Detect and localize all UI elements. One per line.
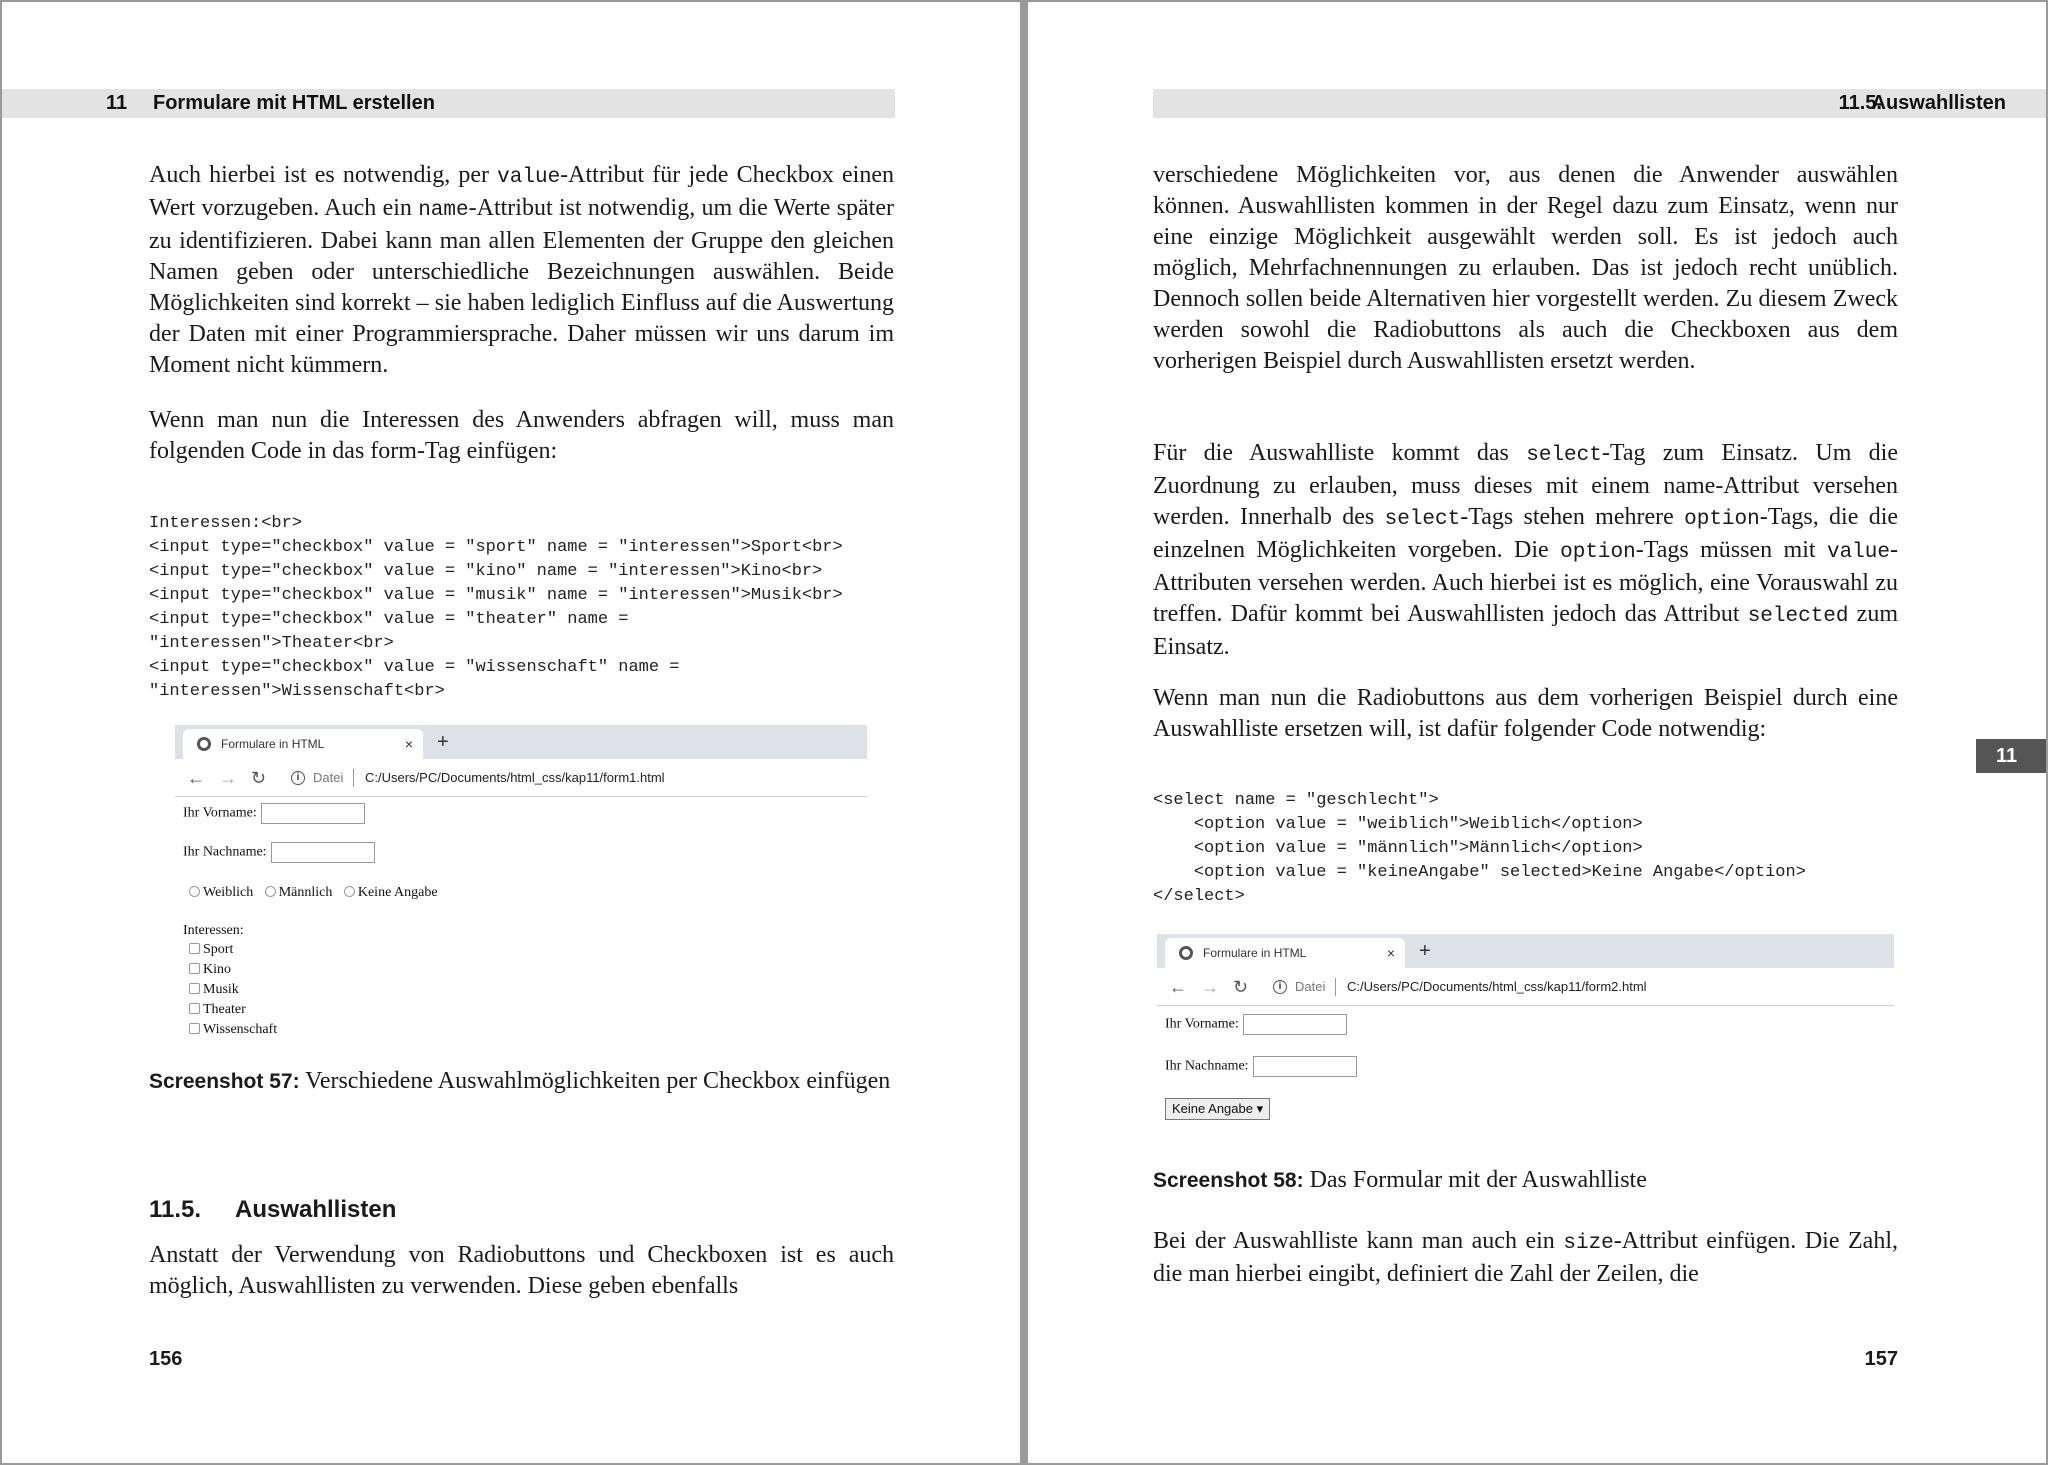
caption-text: Verschiedene Auswahlmöglichkeiten per Checkbox einfügen (305, 1068, 891, 1094)
close-icon[interactable]: × (404, 736, 413, 752)
vorname-label: Ihr Vorname: (183, 805, 257, 821)
inline-code: select (1384, 508, 1461, 531)
browser-screenshot (175, 725, 867, 1041)
gender-select[interactable]: Keine Angabe ▾ (1165, 1098, 1270, 1120)
tab-title: Formulare in HTML (1203, 946, 1307, 960)
gender-radio-group (189, 885, 446, 901)
inline-code: option (1560, 541, 1636, 564)
new-tab-button[interactable]: + (1419, 940, 1431, 962)
text-run: -Attribut ist notwendig, um die Werte später zu identifizieren. Dabei kann man allen Elementen der Gruppe den gleichen Namen geben oder unterschiedliche Bezeichnungen auswählen. Beide Möglichkeiten sind korrekt – sie haben lediglich Einfluss auf die Auswertung der Daten mit einer Programmiersprache. Daher müssen wir uns darum im Moment nicht kümmern. (149, 195, 894, 378)
nachname-input[interactable] (271, 842, 375, 863)
header-section-number: 11.5. (1838, 92, 1882, 114)
divider (353, 769, 354, 787)
caption-text: Das Formular mit der Auswahlliste (1309, 1167, 1647, 1193)
browser-toolbar (175, 759, 867, 797)
paragraph-2: Wenn man nun die Interessen des Anwenders abfragen will, muss man folgenden Code in das form-Tag einfügen: (149, 407, 894, 464)
text-run: -Tag zum Einsatz. Um die Zuordnung zu erlauben, muss dieses mit einem name-Attribut versehen werden. Innerhalb des (1153, 440, 1898, 530)
checkbox-kino[interactable] (189, 962, 231, 978)
header-section-title: Auswahllisten (1871, 92, 2006, 114)
inline-code: select (1526, 444, 1602, 467)
new-tab-button[interactable]: + (437, 731, 449, 753)
close-icon[interactable]: × (1386, 945, 1395, 961)
forward-arrow-icon[interactable]: → (219, 768, 237, 788)
inline-code: selected (1747, 605, 1849, 628)
paragraph-2 (1153, 438, 1898, 663)
right-page (1028, 2, 2046, 1463)
checkbox-box[interactable] (189, 963, 200, 974)
radio-weiblich[interactable] (189, 886, 200, 897)
vorname-input[interactable] (261, 803, 365, 824)
figure-caption (149, 1066, 894, 1097)
text-run: -Tags, die die einzelnen Möglichkeiten vorgeben. Die (1153, 504, 1899, 563)
header-chapter-number: 11 (106, 92, 128, 114)
nachname-row (1165, 1056, 1357, 1077)
paragraph-3: Anstatt der Verwendung von Radiobuttons und Checkboxen ist es auch möglich, Auswahllisten zu verwenden. Diese geben ebenfalls (149, 1242, 894, 1299)
checkbox-box[interactable] (189, 1023, 200, 1034)
inline-code: value (1826, 541, 1890, 564)
left-page (2, 2, 1020, 1463)
text-run: Für die Auswahlliste kommt das (1153, 440, 1527, 466)
nachname-label: Ihr Nachname: (1165, 1058, 1249, 1074)
chapter-thumb-tab: 11 (1976, 739, 2046, 773)
paragraph-1 (149, 160, 894, 381)
text-run: -Tags müssen mit (1635, 537, 1827, 563)
page-content (1157, 1006, 1894, 1136)
reload-icon[interactable]: ↻ (1233, 977, 1249, 997)
checkbox-label: Sport (203, 942, 234, 957)
address-bar[interactable]: C:/Users/PC/Documents/html_css/kap11/form2.html (1347, 979, 1647, 994)
radio-maennlich[interactable] (265, 886, 276, 897)
checkbox-box[interactable] (189, 983, 200, 994)
browser-toolbar (1157, 968, 1894, 1006)
checkbox-sport[interactable] (189, 942, 233, 958)
text-run: Bei der Auswahlliste kann man auch ein (1153, 1228, 1564, 1254)
info-icon[interactable]: i (291, 771, 305, 785)
checkbox-label: Wissenschaft (203, 1022, 278, 1037)
nachname-label: Ihr Nachname: (183, 844, 267, 860)
text-run: -Attributen versehen werden. Auch hierbei ist es möglich, eine Vorauswahl zu treffen. Dafür kommt bei Auswahllisten jedoch das Attribut (1153, 537, 1898, 627)
vorname-row (1165, 1014, 1347, 1035)
browser-tab[interactable] (1165, 938, 1405, 968)
scheme-label: Datei (313, 770, 344, 785)
nachname-row (183, 842, 375, 863)
paragraph-1: verschiedene Möglichkeiten vor, aus denen die Anwender auswählen können. Auswahllisten kommen in der Regel dazu zum Einsatz, wenn nur eine einzige Möglichkeit ausgewählt werden soll. Es ist jedoch auch möglich, Mehrfachnennungen zu erlauben. Das ist jedoch recht unüblich. Dennoch sollen beide Alternativen hier vorgestellt werden. Zu diesem Zweck werden sowohl die Radiobuttons als auch die Checkboxen aus dem vorherigen Beispiel durch Auswahllisten ersetzt werden. (1153, 162, 1898, 374)
paragraph-4 (1153, 1226, 1898, 1290)
tab-title: Formulare in HTML (221, 737, 325, 751)
running-header (1153, 89, 2046, 118)
nachname-input[interactable] (1253, 1056, 1357, 1077)
vorname-label: Ihr Vorname: (1165, 1016, 1239, 1032)
checkbox-theater[interactable] (189, 1002, 246, 1018)
header-chapter-title: Formulare mit HTML erstellen (153, 92, 435, 114)
text-run: Auch hierbei ist es notwendig, per (149, 162, 498, 188)
page-number: 156 (149, 1348, 183, 1370)
inline-code: size (1563, 1232, 1614, 1255)
section-title: Auswahllisten (235, 1196, 397, 1223)
radio-label: Weiblich (203, 885, 254, 900)
checkbox-label: Kino (203, 962, 231, 977)
text-run: -Tags stehen mehrere (1460, 504, 1685, 530)
info-icon[interactable]: i (1273, 980, 1287, 994)
section-number: 11.5. (149, 1196, 202, 1223)
radio-label: Keine Angabe (357, 885, 438, 900)
checkbox-label: Theater (203, 1002, 246, 1017)
inline-code: value (497, 166, 561, 189)
radio-keine-angabe[interactable] (344, 886, 355, 897)
checkbox-box[interactable] (189, 1003, 200, 1014)
text-run: -Attribut einfügen. Die Zahl, die man hierbei eingibt, definiert die Zahl der Zeilen, die (1153, 1228, 1898, 1287)
figure-caption (1153, 1165, 1898, 1196)
code-block: Interessen:<br> <input type="checkbox" value = "sport" name = "interessen">Sport<br> <input type="checkbox" value = "kino" name = "interessen">Kino<br> <input type="checkbox" value = "musik" name = "interessen">Musik<br> <input type="checkbox" value = "theater" name = "interessen">Theater<br> <input type="checkbox" value = "wissenschaft" name = "interessen">Wissenschaft<br> (149, 514, 843, 701)
globe-icon (197, 737, 211, 751)
forward-arrow-icon[interactable]: → (1201, 977, 1219, 997)
checkbox-label: Musik (203, 982, 239, 997)
inline-code: name (418, 199, 469, 222)
vorname-input[interactable] (1243, 1014, 1347, 1035)
address-bar[interactable]: C:/Users/PC/Documents/html_css/kap11/form1.html (365, 770, 665, 785)
text-run: -Attribut für jede Checkbox einen Wert vorzugeben. Auch ein (149, 162, 895, 221)
browser-tab[interactable] (183, 729, 423, 759)
code-block: <select name = "geschlecht"> <option value = "weiblich">Weiblich</option> <option value = "männlich">Männlich</option> <option value = "keineAngabe" selected>Keine Angabe</option> </select> (1153, 791, 1806, 906)
globe-icon (1179, 946, 1193, 960)
paragraph-3: Wenn man nun die Radiobuttons aus dem vorherigen Beispiel durch eine Auswahlliste ersetzen will, ist dafür folgender Code notwendig: (1153, 685, 1898, 742)
vorname-row (183, 803, 365, 824)
browser-screenshot (1157, 934, 1894, 1136)
page-number: 157 (1864, 1348, 1898, 1370)
back-arrow-icon[interactable]: ← (187, 768, 205, 788)
checkbox-wissenschaft[interactable] (189, 1022, 277, 1038)
inline-code: option (1684, 508, 1760, 531)
text-run: zum Einsatz. (1153, 601, 1898, 660)
reload-icon[interactable]: ↻ (251, 768, 267, 788)
caption-label: Screenshot 57: (149, 1070, 300, 1093)
tab-strip (1157, 934, 1894, 968)
radio-label: Männlich (278, 885, 333, 900)
running-header (2, 89, 895, 118)
checkbox-musik[interactable] (189, 982, 239, 998)
back-arrow-icon[interactable]: ← (1169, 977, 1187, 997)
caption-label: Screenshot 58: (1153, 1169, 1304, 1192)
section-heading (149, 1195, 894, 1225)
interessen-label: Interessen: (183, 923, 244, 938)
scheme-label: Datei (1295, 979, 1326, 994)
checkbox-box[interactable] (189, 943, 200, 954)
tab-strip (175, 725, 867, 759)
page-content (175, 797, 867, 1041)
divider (1335, 978, 1336, 996)
